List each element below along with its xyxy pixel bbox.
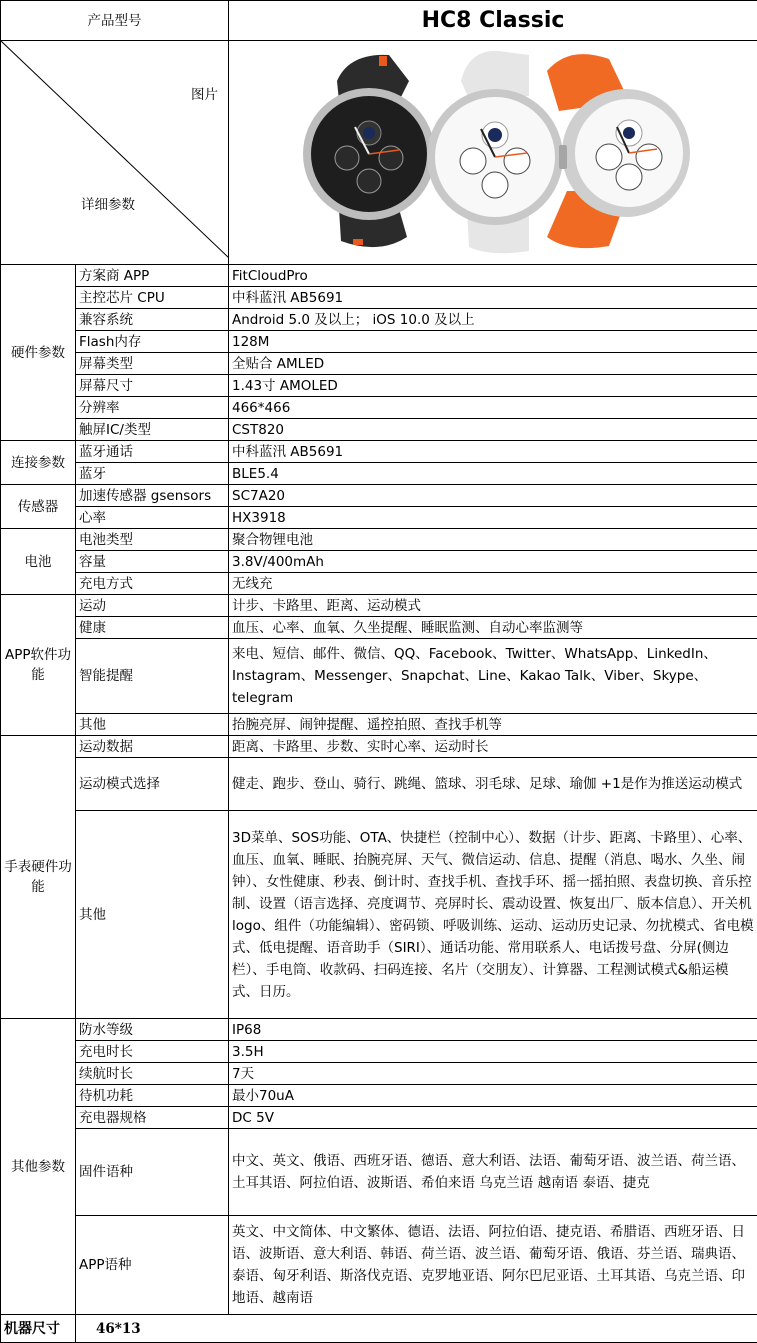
size-label: 机器尺寸: [1, 1315, 76, 1343]
params-label: 详细参数: [81, 195, 135, 215]
app-software-value: 计步、卡路里、距离、运动模式: [229, 595, 757, 617]
battery-value: 无线充: [229, 573, 757, 595]
product-image: [229, 41, 757, 258]
watch-hardware-label: 运动数据: [76, 736, 229, 758]
app-software-label: 其他: [76, 714, 229, 736]
hardware-value: 全贴合 AMLED: [229, 353, 757, 375]
sensor-value: SC7A20: [229, 485, 757, 507]
other-value: 英文、中文简体、中文繁体、德语、法语、阿拉伯语、捷克语、希腊语、西班牙语、日语、波斯语、意大利语、韩语、荷兰语、波兰语、葡萄牙语、俄语、芬兰语、瑞典语、泰语、匈牙利语、斯洛伐克语、克罗地亚语、阿尔巴尼亚语、土耳其语、乌克兰语、印地语、越南语: [229, 1216, 757, 1315]
sensor-label: 心率: [76, 507, 229, 529]
other-label: 充电器规格: [76, 1107, 229, 1129]
hardware-value: Android 5.0 及以上； iOS 10.0 及以上: [229, 309, 757, 331]
hardware-category: 硬件参数: [1, 265, 76, 441]
watch-orange: [547, 54, 690, 248]
battery-value: 聚合物锂电池: [229, 529, 757, 551]
battery-value: 3.8V/400mAh: [229, 551, 757, 573]
hardware-label: 屏幕类型: [76, 353, 229, 375]
watch-hardware-value: 健走、跑步、登山、骑行、跳绳、篮球、羽毛球、足球、瑜伽 +1是作为推送运动模式: [229, 758, 757, 811]
watch-hardware-value: 距离、卡路里、步数、实时心率、运动时长: [229, 736, 757, 758]
other-label: 待机功耗: [76, 1085, 229, 1107]
hardware-value: 1.43寸 AMOLED: [229, 375, 757, 397]
battery-label: 充电方式: [76, 573, 229, 595]
other-label: 充电时长: [76, 1041, 229, 1063]
app-software-category: APP软件功能: [1, 595, 76, 736]
connection-category: 连接参数: [1, 441, 76, 485]
other-value: 最小70uA: [229, 1085, 757, 1107]
other-category: 其他参数: [1, 1019, 76, 1315]
connection-value: BLE5.4: [229, 463, 757, 485]
watch-hardware-value: 3D菜单、SOS功能、OTA、快捷栏（控制中心）、数据（计步、距离、卡路里）、心率、血压、血氧、睡眠、抬腕亮屏、天气、微信运动、信息、提醒（消息、喝水、久坐、闹钟）、女性健康、秒表、倒计时、查找手机、查找手环、摇一摇拍照、表盘切换、音乐控制、设置（语言选择、亮度调节、亮屏时长、震动设置、恢复出厂、版本信息）、开关机logo、组件（功能编辑）、密码锁、呼吸训练、运动、运动历史记录、勿扰模式、省电模式、低电提醒、语音助手（SIRI）、通话功能、常用联系人、电话拨号盘、分屏(侧边栏）、手电筒、收款码、扫码连接、名片（交朋友）、计算器、工程测试模式&船运模式、日历。: [229, 811, 757, 1019]
hardware-value: 中科蓝汛 AB5691: [229, 287, 757, 309]
hardware-value: 466*466: [229, 397, 757, 419]
watch-white: [427, 51, 567, 253]
other-value: 7天: [229, 1063, 757, 1085]
watch-hardware-label: 其他: [76, 811, 229, 1019]
other-label: 固件语种: [76, 1129, 229, 1216]
hardware-value: FitCloudPro: [229, 265, 757, 287]
other-value: IP68: [229, 1019, 757, 1041]
app-software-label: 智能提醒: [76, 639, 229, 714]
app-software-value: 抬腕亮屏、闹钟提醒、遥控拍照、查找手机等: [229, 714, 757, 736]
other-value: 中文、英文、俄语、西班牙语、德语、意大利语、法语、葡萄牙语、波兰语、荷兰语、土耳其语、阿拉伯语、波斯语、希伯来语 乌克兰语 越南语 泰语、捷克: [229, 1129, 757, 1216]
watch-black: [303, 55, 441, 247]
other-value: 3.5H: [229, 1041, 757, 1063]
hardware-value: CST820: [229, 419, 757, 441]
other-label: 防水等级: [76, 1019, 229, 1041]
battery-label: 电池类型: [76, 529, 229, 551]
other-value: DC 5V: [229, 1107, 757, 1129]
hardware-label: 分辨率: [76, 397, 229, 419]
app-software-value: 血压、心率、血氧、久坐提醒、睡眠监测、自动心率监测等: [229, 617, 757, 639]
watch-hardware-category: 手表硬件功能: [1, 736, 76, 1019]
image-label: 图片: [191, 85, 218, 105]
app-software-label: 运动: [76, 595, 229, 617]
hardware-label: 兼容系统: [76, 309, 229, 331]
connection-value: 中科蓝汛 AB5691: [229, 441, 757, 463]
hardware-label: 主控芯片 CPU: [76, 287, 229, 309]
size-value: 46*13: [76, 1315, 757, 1343]
battery-category: 电池: [1, 529, 76, 595]
battery-label: 容量: [76, 551, 229, 573]
app-software-value: 来电、短信、邮件、微信、QQ、Facebook、Twitter、WhatsApp、LinkedIn、Instagram、Messenger、Snapchat、Line、Kakao Talk、Viber、Skype、telegram: [229, 639, 757, 714]
diagonal-line: [1, 41, 229, 258]
model-label: 产品型号: [1, 1, 229, 41]
other-label: 续航时长: [76, 1063, 229, 1085]
hardware-label: Flash内存: [76, 331, 229, 353]
watch-hardware-label: 运动模式选择: [76, 758, 229, 811]
hardware-label: 屏幕尺寸: [76, 375, 229, 397]
hardware-value: 128M: [229, 331, 757, 353]
sensor-label: 加速传感器 gsensors: [76, 485, 229, 507]
model-value: HC8 Classic: [229, 1, 757, 41]
product-image-cell: [229, 41, 757, 265]
connection-label: 蓝牙: [76, 463, 229, 485]
sensor-category: 传感器: [1, 485, 76, 529]
app-software-label: 健康: [76, 617, 229, 639]
hardware-label: 触屏IC/类型: [76, 419, 229, 441]
connection-label: 蓝牙通话: [76, 441, 229, 463]
other-label: APP语种: [76, 1216, 229, 1315]
sensor-value: HX3918: [229, 507, 757, 529]
hardware-label: 方案商 APP: [76, 265, 229, 287]
diagonal-header-cell: [1, 41, 229, 265]
